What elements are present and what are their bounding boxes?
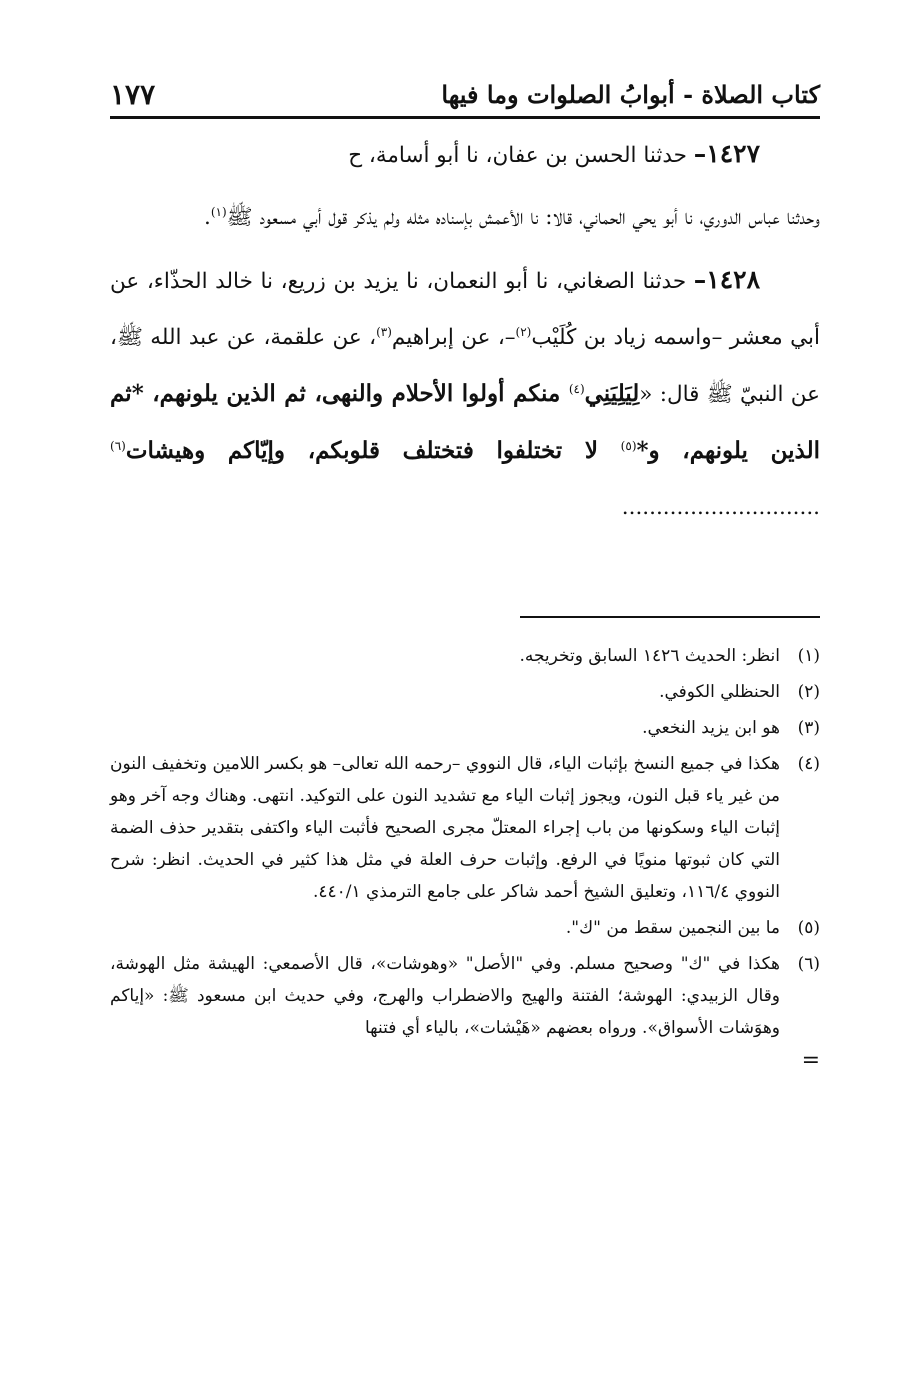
footnotes <box>110 640 820 1074</box>
footnote <box>110 748 820 908</box>
page-number: ١٧٧ <box>110 78 156 111</box>
hadith-text: –، عن إبراهيم <box>391 325 516 350</box>
header-rule <box>110 116 820 119</box>
footnote <box>110 640 820 672</box>
hadith-text: وحدثنا عباس الدوري، نا أبو يحي الحماني، قالا: نا الأعمش بإسناده مثله ولم يذكر قول أبي مسعود ﷺ <box>226 205 820 230</box>
footnote-reference: (٦) <box>110 438 126 453</box>
hadith-number: ١٤٢٨– <box>693 265 760 294</box>
running-title: كتاب الصلاة - أبوابُ الصلوات وما فيها <box>441 80 820 109</box>
footnote-text: هو ابن يزيد النخعي. <box>642 718 780 738</box>
footnote <box>110 676 820 708</box>
footnote-marker: (٦) <box>797 954 820 974</box>
ellipsis-dots: ............................. <box>621 495 820 520</box>
hadith-text: ، عن علقمة، عن عبد الله ﷺ، عن النبيّ ﷺ قال: « <box>110 325 820 407</box>
hadith-text: حدثنا الحسن بن عفان، نا أبو أسامة، ح <box>348 143 694 168</box>
footnote-reference: (٥) <box>620 438 637 453</box>
footnote-marker: (٣) <box>797 718 820 738</box>
continuation-mark: = <box>801 1048 820 1073</box>
punctuation: . <box>203 205 211 230</box>
footnote <box>110 712 820 744</box>
hadith-1427-line1 <box>110 126 820 184</box>
footnote-reference: (٣) <box>376 324 392 339</box>
footnote-separator <box>520 616 820 618</box>
footnote-text: ما بين النجمين سقط من "ك". <box>565 918 780 938</box>
page-header <box>110 78 820 114</box>
main-text <box>110 126 820 542</box>
prophetic-text: لِيَلِيَنِي <box>584 380 640 407</box>
prophetic-text: لا تختلفوا فتختلف قلوبكم، وإيّاكم وهيشات <box>125 437 621 464</box>
footnote-text: انظر: الحديث ١٤٢٦ السابق وتخريجه. <box>519 646 780 666</box>
hadith-1428 <box>110 252 820 536</box>
footnote-marker: (٤) <box>797 754 820 774</box>
footnote-text: هكذا في جميع النسخ بإثبات الياء، قال النووي –رحمه الله تعالى– هو بكسر اللامين وتخفيف النون من غير ياء قبل النون، ويجوز إثبات الياء مع تشديد النون على التوكيد. انتهى. وهناك وجه آخر وهو إثبات الياء وسكونها من باب إجراء المعتلّ مجرى الصحيح فأثبت الياء واكتفى بتقدير حذف الضمة التي كان ثبوتها منويًا في الرفع. وإثبات حرف العلة في مثل هذا كثير في الحديث. انظر: شرح النووي ١١٦/٤، وتعليق الشيخ أحمد شاكر على جامع الترمذي ٤٤٠/١. <box>110 754 780 902</box>
hadith-text: حدثنا الصغاني، نا أبو النعمان، نا يزيد بن زريع، نا خالد الحذّاء، عن أبي معشر –واسمه زياد بن كُلَيْب <box>110 269 820 350</box>
footnote-text: الحنظلي الكوفي. <box>659 682 780 702</box>
hadith-1427-line2 <box>110 190 820 246</box>
footnote <box>110 948 820 1044</box>
footnote-reference: (١) <box>210 204 227 219</box>
footnote-reference: (٢) <box>515 324 532 339</box>
footnote-marker: (٢) <box>797 682 820 702</box>
footnote-marker: (٥) <box>797 918 820 938</box>
prophetic-text: منكم أولوا الأحلام والنهى، ثم الذين يلونهم، *ثم الذين يلونهم، و* <box>110 380 820 464</box>
footnote-text: هكذا في "ك" وصحيح مسلم. وفي "الأصل" «وهوشات»، قال الأصمعي: الهيشة مثل الهوشة، وقال الزبيدي: الهوشة؛ الفتنة والهيج والاضطراب والهرج، وفي حديث ابن مسعود ﷺ: «إياكم وهوَشات الأسواق». ورواه بعضهم «هَيْشات»، بالياء أي فتنها <box>110 954 780 1038</box>
footnote <box>110 912 820 944</box>
footnote-reference: (٤) <box>568 381 585 396</box>
footnote-marker: (١) <box>797 646 820 666</box>
hadith-number: ١٤٢٧– <box>693 139 760 168</box>
